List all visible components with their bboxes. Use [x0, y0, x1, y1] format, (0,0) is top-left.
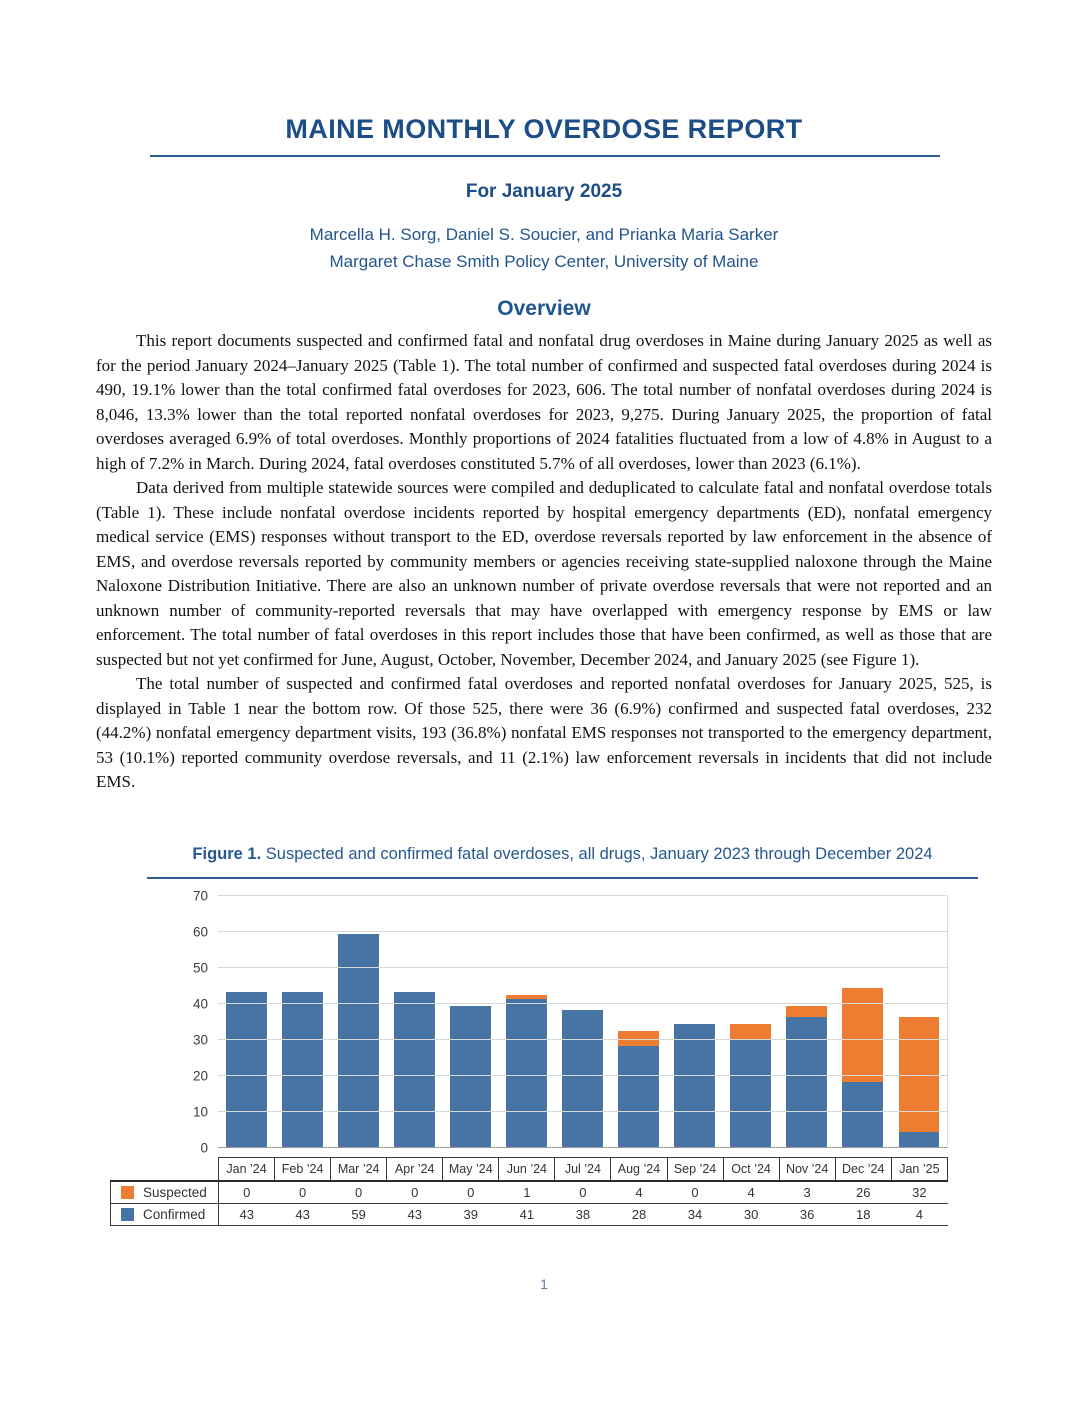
stacked-bar: [394, 992, 435, 1147]
table-header-row: [111, 1157, 948, 1181]
value-cell: 0: [219, 1181, 275, 1204]
value-cell: 59: [331, 1203, 387, 1225]
figure-1-caption-label: Figure 1.: [192, 844, 262, 863]
y-tick-label: 30: [192, 1032, 208, 1047]
bar-slot: [779, 896, 835, 1147]
value-cell: 1: [499, 1181, 555, 1204]
suspected-legend-swatch: [121, 1186, 134, 1199]
month-header-cell: Aug ’24: [611, 1157, 667, 1181]
confirmed-bar-segment: [450, 1006, 491, 1146]
stacked-bar: [450, 1006, 491, 1146]
month-header-cell: Feb ’24: [275, 1157, 331, 1181]
table-corner-cell: [111, 1157, 219, 1181]
value-cell: 0: [331, 1181, 387, 1204]
bar-slot: [554, 896, 610, 1147]
figure-1-caption: [147, 845, 978, 864]
value-cell: 4: [891, 1203, 947, 1225]
confirmed-bar-segment: [899, 1132, 940, 1146]
bar-slot: [835, 896, 891, 1147]
value-cell: 34: [667, 1203, 723, 1225]
gridline: [218, 967, 947, 968]
month-header-cell: Nov ’24: [779, 1157, 835, 1181]
series-name: Confirmed: [143, 1206, 206, 1222]
bar-slot: [891, 896, 947, 1147]
figure-1-data-table: [110, 1157, 948, 1226]
report-title: MAINE MONTHLY OVERDOSE REPORT: [285, 114, 803, 144]
authors-block: [96, 221, 992, 275]
y-tick-label: 10: [192, 1104, 208, 1119]
value-cell: 0: [275, 1181, 331, 1204]
gridline: [218, 1039, 947, 1040]
value-cell: 43: [219, 1203, 275, 1225]
confirmed-bar-segment: [842, 1082, 883, 1147]
authors-line-1: Marcella H. Sorg, Daniel S. Soucier, and Prianka Maria Sarker: [309, 225, 779, 244]
bar-slot: [274, 896, 330, 1147]
table-row: [111, 1203, 948, 1225]
series-name: Suspected: [143, 1184, 207, 1200]
gridline: [218, 1111, 947, 1112]
stacked-bar: [506, 995, 547, 1146]
bar-slot: [498, 896, 554, 1147]
confirmed-bar-segment: [618, 1046, 659, 1147]
confirmed-bar-segment: [282, 992, 323, 1147]
value-cell: 38: [555, 1203, 611, 1225]
gridline: [218, 931, 947, 932]
confirmed-bar-segment: [226, 992, 267, 1147]
month-header-cell: Oct ’24: [723, 1157, 779, 1181]
bar-slot: [386, 896, 442, 1147]
overview-body: [96, 329, 992, 795]
value-cell: 43: [387, 1203, 443, 1225]
paragraph-1: This report documents suspected and confirmed fatal and nonfatal drug overdoses in Maine during January 2025 as well as for the period January 2024–January 2025 (Table 1). The total number of confirmed and suspected fatal overdoses during 2024 is 490, 19.1% lower than the total confirmed fatal overdoses for 2023, 606. The total number of nonfatal overdoses during 2024 is 8,046, 13.3% lower than the total reported nonfatal overdoses for 2023, 9,275. During January 2025, the proportion of fatal overdoses averaged 6.9% of total overdoses. Monthly proportions of 2024 fatalities fluctuated from a low of 4.8% in August to a high of 7.2% in March. During 2024, fatal overdoses constituted 5.7% of all overdoses, lower than 2023 (6.1%).: [96, 331, 992, 473]
stacked-bar: [786, 1006, 827, 1146]
title-divider: [150, 155, 940, 157]
month-header-cell: May ’24: [443, 1157, 499, 1181]
table-row: [111, 1181, 948, 1204]
figure-divider: [147, 877, 978, 879]
figure-1-caption-text: Suspected and confirmed fatal overdoses, all drugs, January 2023 through December 2024: [261, 844, 933, 863]
value-cell: 28: [611, 1203, 667, 1225]
month-header-cell: Jun ’24: [499, 1157, 555, 1181]
paragraph-2: Data derived from multiple statewide sources were compiled and deduplicated to calculate fatal and nonfatal overdose totals (Table 1). These include nonfatal overdose incidents reported by hospital emergency departments (ED), nonfatal emergency medical service (EMS) responses without transport to the ED, overdose reversals reported by law enforcement in the absence of EMS, and overdose reversals reported by community members or agencies receiving state-supplied naloxone through the Maine Naloxone Distribution Initiative. There are also an unknown number of private overdose reversals that were not reported and an unknown number of community-reported reversals that may have overlapped with emergency response by EMS or law enforcement. The total number of fatal overdoses in this report includes those that have been confirmed, as well as those that are suspected but not yet confirmed for June, August, October, November, December 2024, and January 2025 (see Figure 1).: [96, 478, 992, 669]
report-subtitle: For January 2025: [465, 181, 623, 202]
gridline: [218, 1075, 947, 1076]
suspected-bar-segment: [786, 1006, 827, 1017]
confirmed-bar-segment: [730, 1039, 771, 1147]
bar-slot: [667, 896, 723, 1147]
y-tick-label: 70: [192, 888, 208, 903]
y-tick-label: 40: [192, 996, 208, 1011]
page-number: 1: [540, 1275, 548, 1292]
figure-1-chart: [192, 888, 948, 1155]
value-cell: 4: [723, 1181, 779, 1204]
value-cell: 3: [779, 1181, 835, 1204]
month-header-cell: Mar ’24: [331, 1157, 387, 1181]
month-header-cell: Apr ’24: [387, 1157, 443, 1181]
value-cell: 43: [275, 1203, 331, 1225]
value-cell: 32: [891, 1181, 947, 1204]
gridline: [218, 895, 947, 896]
plot-area: [218, 896, 948, 1148]
confirmed-bar-segment: [506, 999, 547, 1147]
value-cell: 18: [835, 1203, 891, 1225]
gridline: [218, 1003, 947, 1004]
stacked-bar: [618, 1031, 659, 1146]
confirmed-bar-segment: [394, 992, 435, 1147]
stacked-bar: [226, 992, 267, 1147]
value-cell: 4: [611, 1181, 667, 1204]
y-axis-labels: [164, 888, 208, 1155]
y-tick-label: 60: [192, 924, 208, 939]
bars-layer: [218, 896, 947, 1147]
value-cell: 26: [835, 1181, 891, 1204]
month-header-cell: Jan ’24: [219, 1157, 275, 1181]
value-cell: 30: [723, 1203, 779, 1225]
value-cell: 41: [499, 1203, 555, 1225]
series-label-cell: [111, 1181, 219, 1204]
stacked-bar: [674, 1024, 715, 1146]
value-cell: 0: [667, 1181, 723, 1204]
table-body: [111, 1181, 948, 1226]
series-label-cell: [111, 1203, 219, 1225]
bar-slot: [218, 896, 274, 1147]
stacked-bar: [842, 988, 883, 1146]
confirmed-bar-segment: [674, 1024, 715, 1146]
suspected-bar-segment: [730, 1024, 771, 1038]
y-tick-label: 20: [192, 1068, 208, 1083]
bar-slot: [611, 896, 667, 1147]
stacked-bar: [282, 992, 323, 1147]
confirmed-bar-segment: [786, 1017, 827, 1147]
stacked-bar: [562, 1010, 603, 1147]
month-header-cell: Dec ’24: [835, 1157, 891, 1181]
confirmed-bar-segment: [562, 1010, 603, 1147]
confirmed-legend-swatch: [121, 1208, 134, 1221]
value-cell: 36: [779, 1203, 835, 1225]
bar-slot: [723, 896, 779, 1147]
overview-heading: Overview: [497, 297, 591, 320]
value-cell: 39: [443, 1203, 499, 1225]
month-header-cell: Sep ’24: [667, 1157, 723, 1181]
bar-slot: [442, 896, 498, 1147]
y-tick-label: 0: [200, 1140, 208, 1155]
value-cell: 0: [443, 1181, 499, 1204]
authors-line-2: Margaret Chase Smith Policy Center, University of Maine: [329, 252, 759, 271]
month-header-cell: Jan ’25: [891, 1157, 947, 1181]
stacked-bar: [899, 1017, 940, 1147]
paragraph-3: The total number of suspected and confirmed fatal overdoses and reported nonfatal overdoses for January 2025, 525, is displayed in Table 1 near the bottom row. Of those 525, there were 36 (6.9%) confirmed and suspected fatal overdoses, 232 (44.2%) nonfatal emergency department visits, 193 (36.8%) nonfatal EMS responses not transported to the emergency department, 53 (10.1%) reported community overdose reversals, and 11 (2.1%) law enforcement reversals in incidents that did not include EMS.: [96, 674, 992, 791]
bar-slot: [330, 896, 386, 1147]
stacked-bar: [730, 1024, 771, 1146]
value-cell: 0: [555, 1181, 611, 1204]
y-tick-label: 50: [192, 960, 208, 975]
value-cell: 0: [387, 1181, 443, 1204]
month-header-cell: Jul ’24: [555, 1157, 611, 1181]
